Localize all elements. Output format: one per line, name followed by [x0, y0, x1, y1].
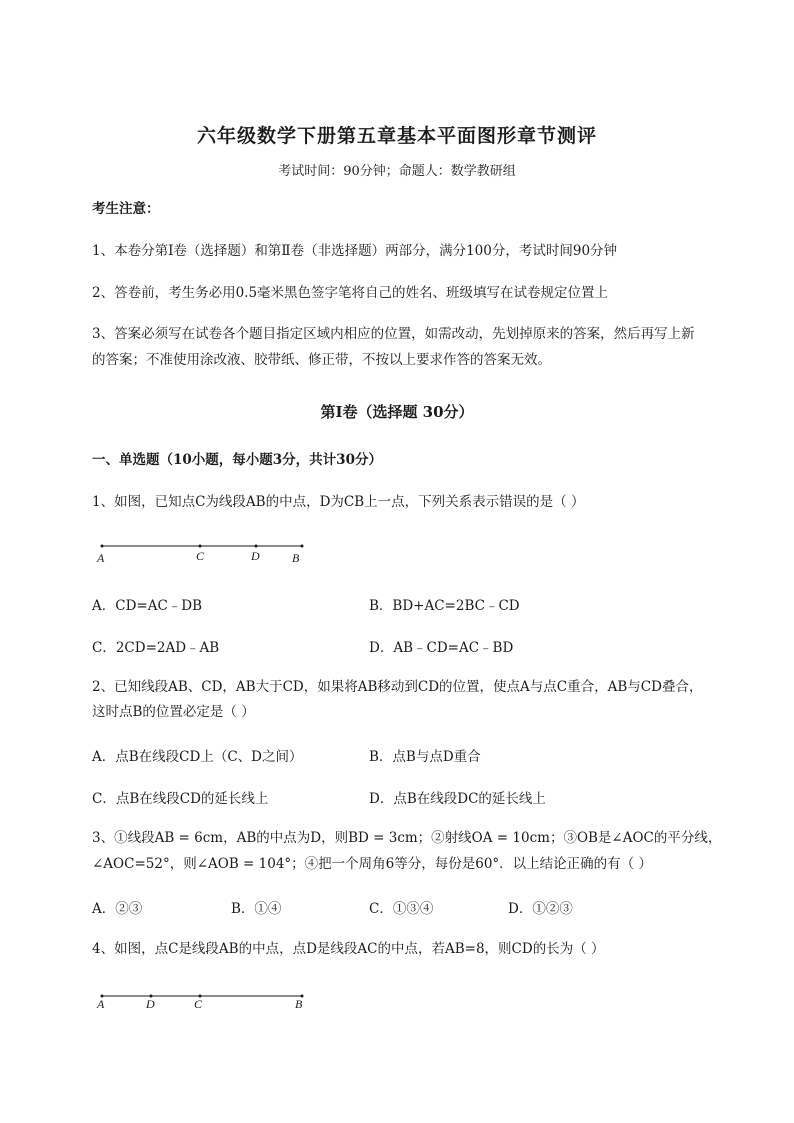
- question-4-figure: [92, 990, 312, 1018]
- question-3-option-b: B．①④: [231, 901, 282, 917]
- label-d: D: [146, 997, 155, 1011]
- question-1-option-b: B．BD+AC=2BC﹣CD: [369, 598, 520, 614]
- label-c: C: [194, 997, 203, 1011]
- question-4-stem: 4、如图，点C是线段AB的中点，点D是线段AC的中点，若AB=8，则CD的长为（ ）: [92, 941, 605, 957]
- exam-info: 考试时间：90分钟；命题人：数学教研组: [278, 164, 516, 179]
- question-2-option-d: D．点B在线段DC的延长线上: [369, 791, 546, 807]
- question-3-option-d: D．①②③: [508, 901, 573, 917]
- section-title: 第I卷（选择题 30分）: [320, 403, 474, 421]
- notice-item-2: 2、答卷前，考生务必用0.5毫米黑色签字笔将自己的姓名、班级填写在试卷规定位置上: [92, 285, 609, 301]
- point-c: [199, 545, 202, 548]
- question-3-option-c: C．①③④: [369, 901, 434, 917]
- question-3-stem: 3、①线段AB = 6cm，AB的中点为D，则BD = 3cm；②射线OA = 10cm；③OB是∠AOC的平分线，: [92, 830, 722, 846]
- question-3-stem-cont: ∠AOC=52°，则∠AOB = 104°；④把一个周角6等分，每份是60°．以上结论正确的有（ ）: [92, 856, 652, 872]
- label-b: B: [295, 997, 303, 1011]
- label-b: B: [292, 551, 300, 565]
- page-title: 六年级数学下册第五章基本平面图形章节测评: [196, 125, 597, 147]
- label-c: C: [196, 549, 205, 563]
- question-1-option-a: A．CD=AC﹣DB: [92, 598, 203, 614]
- question-2-option-c: C．点B在线段CD的延长线上: [92, 791, 269, 807]
- question-1-figure: [92, 538, 312, 570]
- question-2-stem: 2、已知线段AB、CD，AB大于CD，如果将AB移动到CD的位置，使点A与点C重合，AB与CD叠合，: [92, 679, 703, 695]
- question-3-option-a: A．②③: [92, 901, 143, 917]
- notice-item-3: 3、答案必须写在试卷各个题目指定区域内相应的位置，如需改动，先划掉原来的答案，然后再写上新: [92, 326, 695, 342]
- part-title: 一、单选题（10小题，每小题3分，共计30分）: [92, 452, 382, 468]
- notice-heading: 考生注意：: [92, 201, 160, 217]
- question-2-option-a: A．点B在线段CD上（C、D之间）: [92, 749, 303, 765]
- label-a: A: [97, 551, 105, 565]
- notice-item-1: 1、本卷分第I卷（选择题）和第Ⅱ卷（非选择题）两部分，满分100分，考试时间90分钟: [92, 243, 618, 259]
- question-1-stem: 1、如图，已知点C为线段AB的中点，D为CB上一点，下列关系表示错误的是（ ）: [92, 494, 585, 510]
- notice-item-3-cont: 的答案；不准使用涂改液、胶带纸、修正带，不按以上要求作答的答案无效。: [92, 352, 551, 368]
- label-d: D: [251, 549, 260, 563]
- point-a: [101, 545, 104, 548]
- question-1-option-d: D．AB﹣CD=AC﹣BD: [369, 640, 514, 656]
- point-b: [301, 545, 304, 548]
- question-2-stem-cont: 这时点B的位置必定是（ ）: [92, 704, 255, 720]
- point-d: [255, 545, 258, 548]
- label-a: A: [97, 997, 105, 1011]
- question-1-option-c: C．2CD=2AD﹣AB: [92, 640, 220, 656]
- question-2-option-b: B．点B与点D重合: [369, 749, 481, 765]
